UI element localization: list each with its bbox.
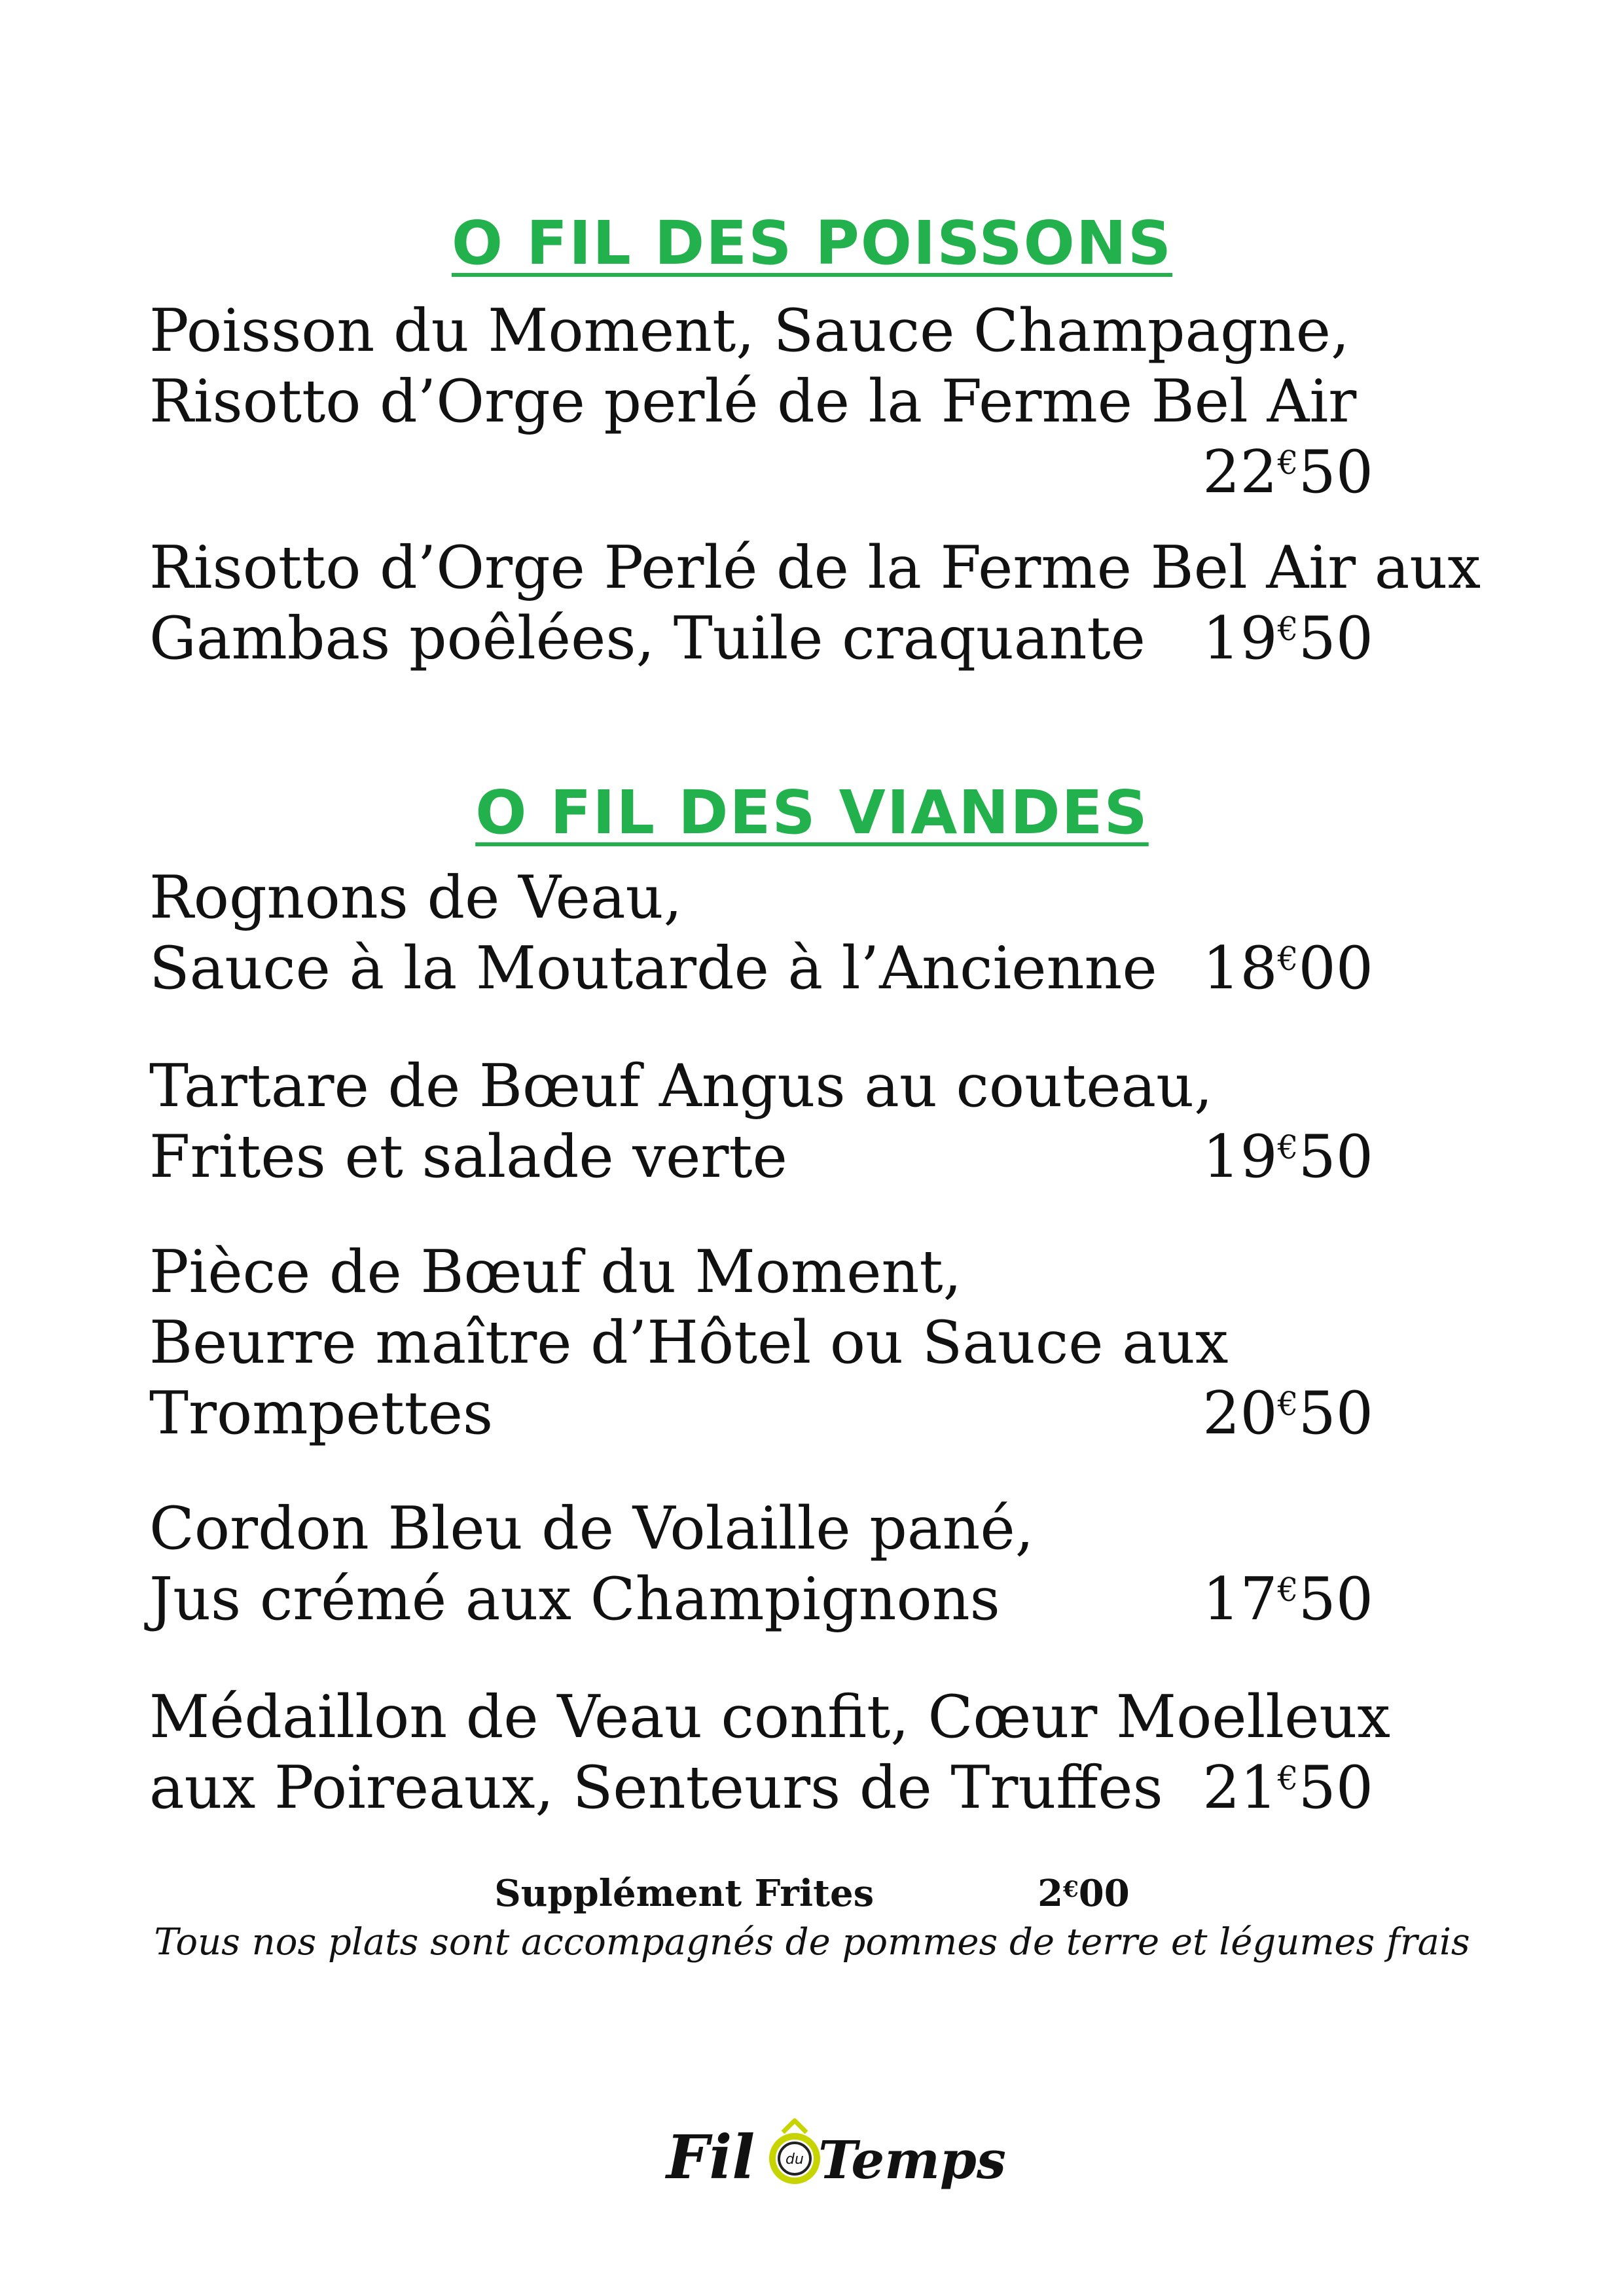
fil-du-temps-logo — [655, 2101, 1006, 2199]
ring-logo-icon — [772, 2121, 817, 2181]
item-line: Tartare de Bœuf Angus au couteau, — [149, 1052, 1213, 1121]
menu-item — [149, 1051, 1458, 1193]
item-line: aux Poireaux, Senteurs de Truffes — [149, 1753, 1163, 1822]
accompaniment-note: Tous nos plats sont accompagnés de pommes de terre et légumes frais — [154, 1921, 1470, 1964]
menu-item — [149, 863, 1458, 1004]
item-line: Beurre maître d’Hôtel ou Sauce aux — [149, 1308, 1229, 1377]
menu-item — [149, 1494, 1458, 1635]
logo-text-right: Temps — [818, 2129, 1006, 2191]
item-line: Gambas poêlées, Tuile craquante — [149, 604, 1146, 673]
item-line: Risotto d’Orge Perlé de la Ferme Bel Air aux — [149, 533, 1481, 602]
item-line: Frites et salade verte — [149, 1122, 787, 1191]
item-price: 21€50 — [1202, 1753, 1373, 1822]
item-price: 19€50 — [1202, 604, 1373, 673]
item-line: Pièce de Bœuf du Moment, — [149, 1238, 962, 1306]
item-price: 20€50 — [1202, 1379, 1373, 1448]
item-price: 17€50 — [1202, 1565, 1373, 1634]
item-price: 19€50 — [1202, 1122, 1373, 1191]
menu-item — [149, 533, 1481, 674]
item-line: Médaillon de Veau confit, Cœur Moelleux — [149, 1683, 1391, 1751]
item-line: Rognons de Veau, — [149, 863, 683, 932]
supplement-price: 2€00 — [1038, 1872, 1130, 1915]
item-line: Sauce à la Moutarde à l’Ancienne — [149, 934, 1157, 1003]
section-title-poissons: O FIL DES POISSONS — [451, 208, 1173, 278]
item-price: 22€50 — [1202, 438, 1373, 507]
item-line: Jus crémé aux Champignons — [149, 1565, 1000, 1634]
supplement-line — [0, 1872, 1624, 1915]
item-line: Cordon Bleu de Volaille pané, — [149, 1494, 1034, 1563]
item-line: Risotto d’Orge perlé de la Ferme Bel Air — [149, 367, 1357, 436]
menu-item — [149, 1682, 1458, 1823]
logo-text-small: du — [785, 2151, 804, 2168]
menu-item — [149, 296, 1458, 508]
logo-text-left: Fil — [666, 2122, 755, 2193]
item-line: Poisson du Moment, Sauce Champagne, — [149, 296, 1350, 365]
item-line: Trompettes — [149, 1379, 494, 1448]
menu-item — [149, 1237, 1458, 1449]
item-price: 18€00 — [1202, 934, 1373, 1003]
section-title-viandes: O FIL DES VIANDES — [475, 778, 1149, 848]
supplement-label: Supplément Frites — [494, 1872, 875, 1915]
